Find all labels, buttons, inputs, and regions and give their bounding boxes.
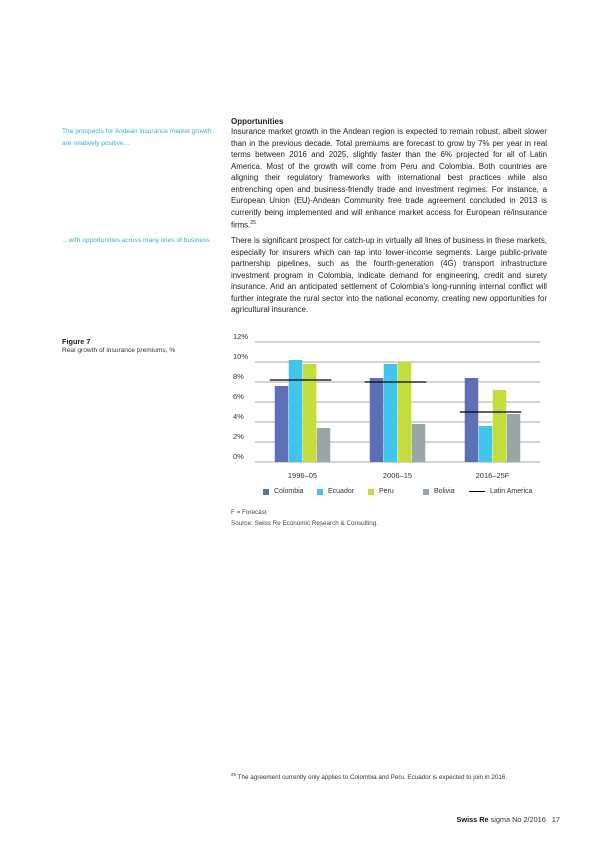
bar-colombia: [465, 378, 479, 462]
legend-label-latin-america: Latin America: [490, 488, 533, 495]
footnote: [231, 772, 507, 781]
legend-swatch-colombia: [263, 489, 269, 495]
bar-peru: [398, 362, 412, 462]
section-heading: Opportunities: [231, 117, 284, 126]
footer-publication: sigma No 2/2016: [490, 815, 546, 824]
side-note-prospects: The prospects for Andean insurance market growth are relatively positive…: [62, 128, 212, 147]
legend-label-ecuador: Ecuador: [328, 488, 355, 495]
paragraph-lines-of-business: There is significant prospect for catch-up in virtually all lines of business in these markets, especially for insurers which can tap into lower-income segments. Large public-private partnership pipelines, such as the fourth-generation (4G) transport infrastructure investment program in Colombia, indicate demand for engineering, credit and surety insurance. And an anticipated settlement of Colombia’s long-running internal conflict will further integrate the rural sector into the national economy, creating new opportunities for agricultural insurance.: [231, 236, 547, 315]
legend-swatch-ecuador: [317, 489, 323, 495]
y-tick-label: 0%: [233, 452, 244, 461]
legend-item-bolivia: [423, 488, 455, 495]
forecast-note: F = Forecast: [231, 509, 267, 516]
legend-label-colombia: Colombia: [274, 488, 304, 495]
y-tick-label: 10%: [233, 352, 249, 361]
y-tick-label: 4%: [233, 412, 244, 421]
insurance-growth-chart: [231, 332, 551, 482]
figure-label: Figure 7: [62, 337, 91, 346]
legend-label-peru: Peru: [379, 488, 394, 495]
side-note-lines-of-business: …with opportunities across many lines of business: [62, 237, 210, 244]
bar-peru: [303, 364, 317, 462]
legend-item-ecuador: [317, 488, 354, 495]
bar-bolivia: [412, 424, 426, 462]
x-category-label: 2006–15: [382, 471, 413, 480]
footnote-ref: 25: [250, 220, 256, 227]
bar-bolivia: [317, 428, 331, 462]
legend-line-latin-america: [469, 491, 485, 492]
legend-item-latin-america: [469, 488, 532, 495]
legend-swatch-bolivia: [423, 489, 429, 495]
figure-caption: Real growth of insurance premiums, %: [62, 347, 176, 354]
source-note: Source: Swiss Re Economic Research & Consulting.: [231, 520, 378, 527]
x-category-label: 1996–05: [287, 471, 318, 480]
paragraph-opportunities: [231, 126, 547, 232]
legend-item-peru: [368, 488, 394, 495]
bar-ecuador: [384, 364, 398, 462]
legend-item-colombia: [263, 488, 304, 495]
page-number: 17: [551, 815, 560, 824]
bar-colombia: [275, 386, 289, 462]
legend-swatch-peru: [368, 489, 374, 495]
bar-ecuador: [289, 360, 303, 462]
y-tick-label: 6%: [233, 392, 244, 401]
footnote-text: The agreement currently only applies to Colombia and Peru. Ecuador is expected to join in 2016.: [237, 774, 508, 782]
bar-bolivia: [507, 414, 521, 462]
legend-label-bolivia: Bolivia: [434, 488, 455, 495]
paragraph-opportunities-text: Insurance market growth in the Andean region is expected to remain robust, albeit slower than in the previous decade. Total premiums are forecast to grow by 7% per year in real terms between 2016 and 2025, slightly faster than the 6% projected for all of Latin America. Most of the growth will come from Peru and Colombia. Both countries are aligning their regulatory frameworks with international best practices while also entrenching open and business-friendly trade and investment regimes. For instance, a European Union (EU)-Andean Community free trade agreement concluded in 2013 is currently being implemented and will enhance market access for European re/insurance firms.: [231, 127, 547, 230]
bar-ecuador: [479, 426, 493, 462]
x-category-label: 2016–25F: [475, 471, 510, 480]
page-footer: [420, 815, 560, 824]
footnote-number: 25: [231, 772, 237, 777]
bar-colombia: [370, 378, 384, 462]
bar-peru: [493, 390, 507, 462]
y-tick-label: 12%: [233, 332, 249, 341]
y-tick-label: 2%: [233, 432, 244, 441]
y-tick-label: 8%: [233, 372, 244, 381]
footer-brand: Swiss Re: [456, 815, 489, 824]
